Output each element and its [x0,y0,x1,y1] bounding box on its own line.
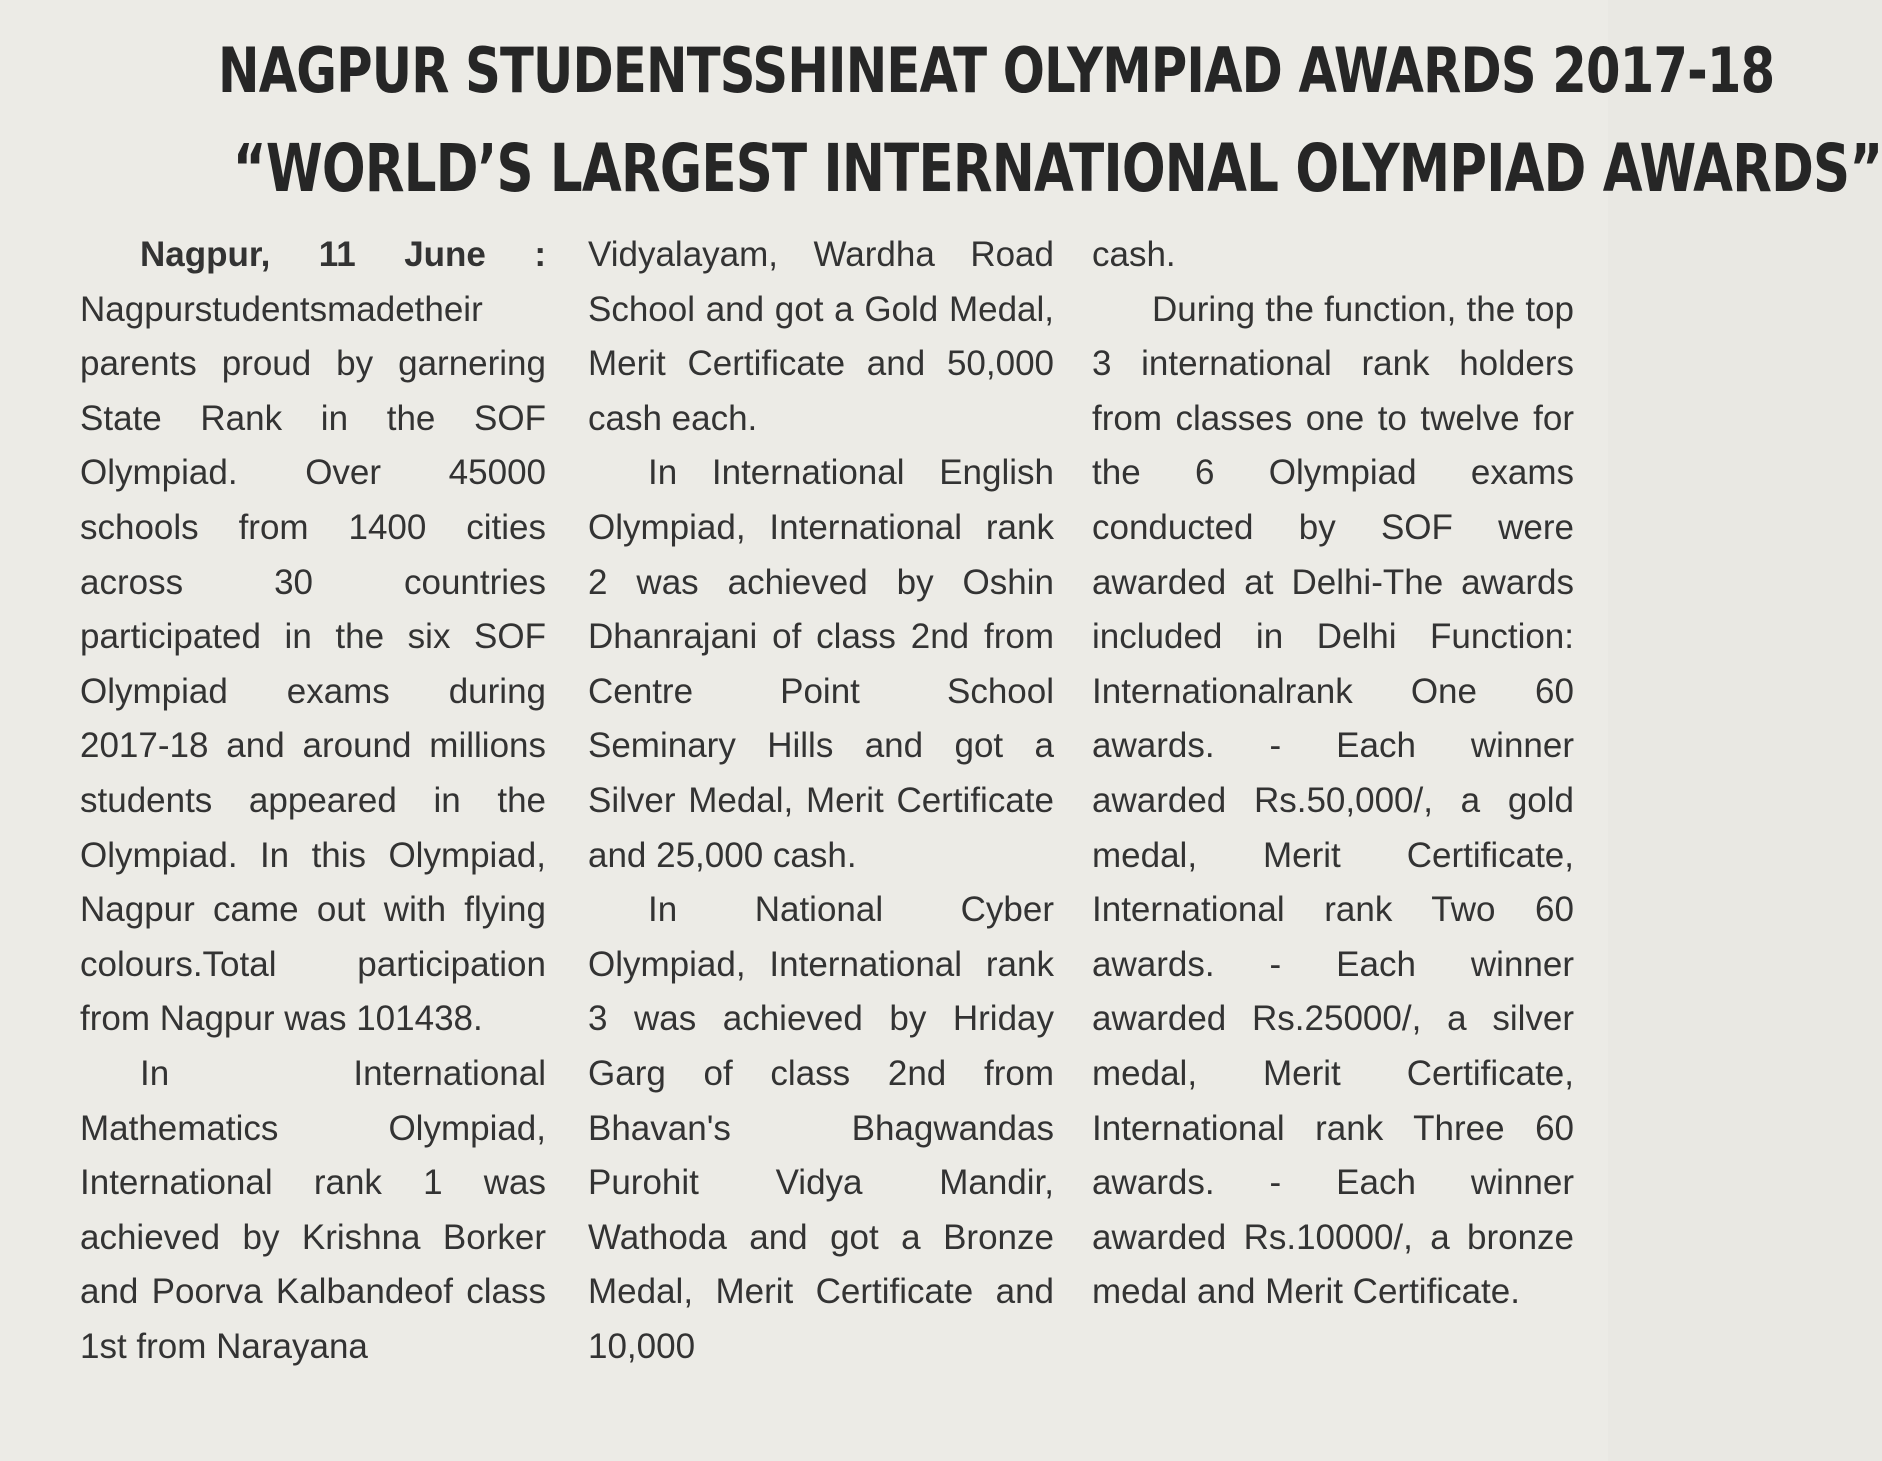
column-2-paragraph-3: In National Cyber Olympiad, International rank 3 was achieved by Hriday Garg of class 2nd from Bhavan's Bhagwandas Purohit Vidya Mandir, Wathoda and got a Bronze Medal, Merit Certificate and 10,000 [588,890,1054,1366]
article-column-1 [80,228,546,1374]
dateline: Nagpur, 11 June : [140,235,546,274]
column-1-paragraph-1 [80,228,546,1047]
article-column-2 [588,228,1054,1374]
column-3-paragraph-1: cash. [1092,235,1176,274]
headline-line-2: “WORLD’S LARGEST INTERNATIONAL OLYMPIAD AWARDS” [232,130,1882,207]
column-1-paragraph-2: In International Mathematics Olympiad, International rank 1 was achieved by Krishna Borker and Poorva Kalbandeof class 1st from Narayana [80,1053,546,1366]
article-column-3 [1092,228,1574,1320]
column-2-paragraph-2: In International English Olympiad, International rank 2 was achieved by Oshin Dhanrajani of class 2nd from Centre Point School Seminary Hills and got a Silver Medal, Merit Certificate and 25,000 cash. [588,453,1054,875]
headline-line-1: NAGPUR STUDENTSSHINEAT OLYMPIAD AWARDS 2017-18 [218,34,1775,107]
column-3-paragraph-2: During the function, the top 3 international rank holders from classes one to twelve for the 6 Olympiad exams conducted by SOF were awarded at Delhi-The awards included in Delhi Function: Internationalrank One 60 awards. - Each winner awarded Rs.50,000/, a gold medal, Merit Certificate, International rank Two 60 awards. - Each winner awarded Rs.25000/, a silver medal, Merit Certificate, International rank Three 60 awards. - Each winner awarded Rs.10000/, a bronze medal and Merit Certificate. [1092,289,1574,1312]
column-2-paragraph-1: Vidyalayam, Wardha Road School and got a Gold Medal, Merit Certificate and 50,000 cash each. [588,235,1054,438]
column-1-paragraph-1-text: Nagpurstudentsmadetheir parents proud by garnering State Rank in the SOF Olympiad. Over 45000 schools from 1400 cities across 30 countries participated in the six SOF Olympiad exams during 2017-18 and around millions students appeared in the Olympiad. In this Olympiad, Nagpur came out with flying colours.Total participation from Nagpur was 101438. [80,289,546,1039]
